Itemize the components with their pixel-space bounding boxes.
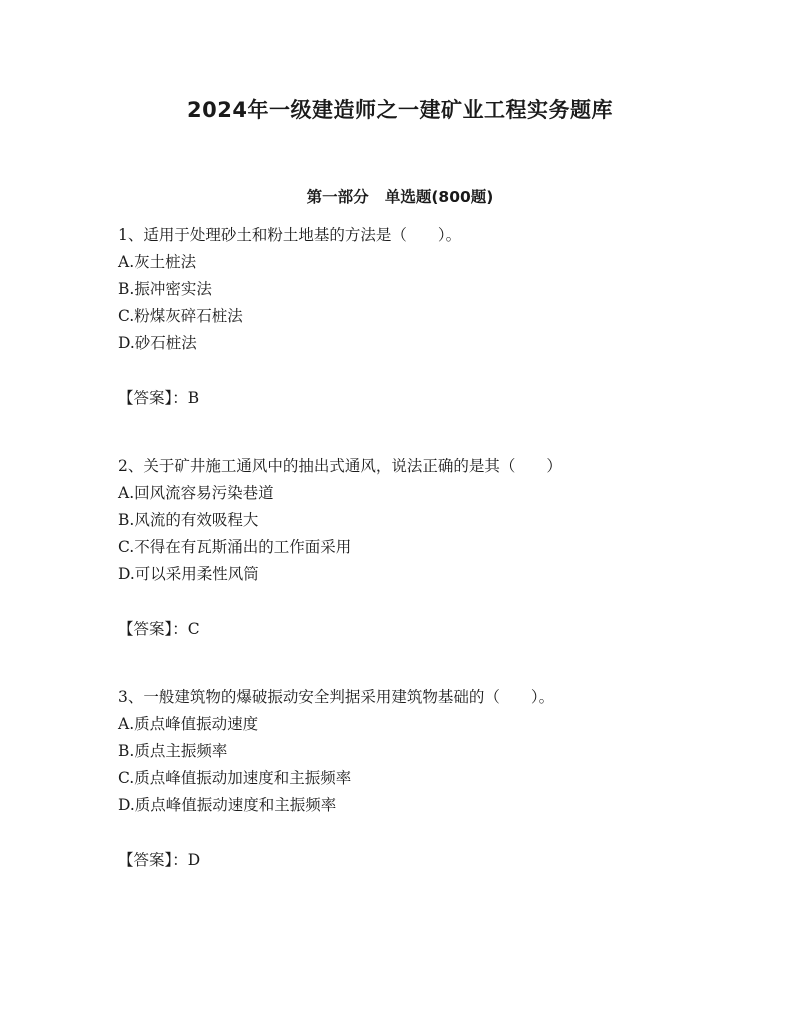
question-3 bbox=[118, 684, 758, 874]
option-b: B.风流的有效吸程大 bbox=[118, 511, 259, 529]
question-stem: 2、关于矿井施工通风中的抽出式通风，说法正确的是其（ ） bbox=[118, 457, 562, 475]
section-title: 第一部分 单选题(800题) bbox=[306, 188, 494, 206]
question-1 bbox=[118, 222, 758, 412]
answer-line bbox=[118, 385, 758, 412]
answer-label: 【答案】： bbox=[118, 620, 188, 638]
option-c: C.粉煤灰碎石桩法 bbox=[118, 307, 243, 325]
document-title: 2024年一级建造师之一建矿业工程实务题库 bbox=[187, 98, 613, 122]
question-stem: 3、一般建筑物的爆破振动安全判据采用建筑物基础的（ ）。 bbox=[118, 688, 555, 706]
option-c: C.不得在有瓦斯涌出的工作面采用 bbox=[118, 538, 352, 556]
option-b: B.质点主振频率 bbox=[118, 742, 228, 760]
answer-line bbox=[118, 616, 758, 643]
answer-label: 【答案】： bbox=[118, 389, 188, 407]
option-a: A.回风流容易污染巷道 bbox=[118, 484, 274, 502]
option-c: C.质点峰值振动加速度和主振频率 bbox=[118, 769, 352, 787]
answer-value: B bbox=[187, 389, 200, 407]
option-a: A.灰土桩法 bbox=[118, 253, 197, 271]
option-b: B.振冲密实法 bbox=[118, 280, 212, 298]
option-a: A.质点峰值振动速度 bbox=[118, 715, 259, 733]
answer-value: C bbox=[187, 620, 200, 638]
question-2 bbox=[118, 453, 758, 643]
answer-line bbox=[118, 847, 758, 874]
question-stem: 1、适用于处理砂土和粉土地基的方法是（ ）。 bbox=[118, 226, 462, 244]
answer-label: 【答案】： bbox=[118, 851, 188, 869]
option-d: D.砂石桩法 bbox=[118, 334, 197, 352]
option-d: D.可以采用柔性风筒 bbox=[118, 565, 259, 583]
answer-value: D bbox=[187, 851, 201, 869]
option-d: D.质点峰值振动速度和主振频率 bbox=[118, 796, 337, 814]
